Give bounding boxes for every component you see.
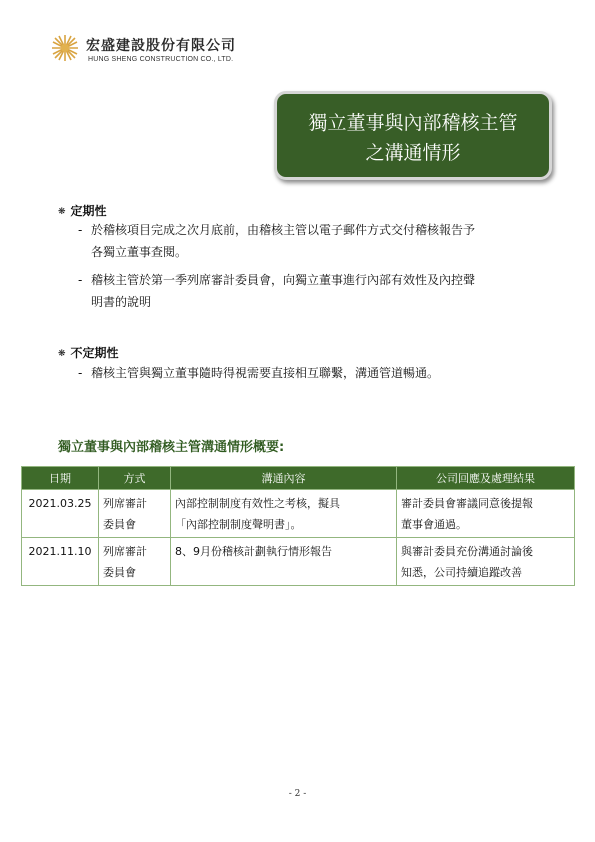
dash-bullet: - xyxy=(78,223,83,237)
cell-date: 2021.11.10 xyxy=(22,538,99,586)
table-row xyxy=(22,538,575,586)
page-title-line2: 之溝通情形 xyxy=(365,142,461,164)
page-title-box xyxy=(274,91,552,180)
col-header-content: 溝通內容 xyxy=(171,467,397,490)
dash-bullet: - xyxy=(78,273,83,287)
page-title-line1: 獨立董事與內部稽核主管 xyxy=(308,112,518,134)
dash-bullet: - xyxy=(78,366,83,380)
company-name-en: HUNG SHENG CONSTRUCTION CO., LTD. xyxy=(88,56,234,63)
table-header-row xyxy=(22,467,575,490)
table-title: 獨立董事與內部稽核主管溝通情形概要: xyxy=(58,440,285,455)
company-name-zh: 宏盛建設股份有限公司 xyxy=(86,38,236,54)
cell-date: 2021.03.25 xyxy=(22,490,99,538)
list-item: - 於稽核項目完成之次月底前，由稽核主管以電子郵件方式交付稽核報告予 各獨立董事查閱。 xyxy=(78,219,548,263)
asterism-bullet-icon: ❋ xyxy=(58,349,66,359)
section-heading-irregular: ❋ 不定期性 xyxy=(58,346,119,360)
cell-response: 與審計委員充份溝通討論後 知悉，公司持續追蹤改善 xyxy=(397,538,575,586)
cell-method: 列席審計 委員會 xyxy=(99,538,171,586)
cell-method: 列席審計 委員會 xyxy=(99,490,171,538)
sunburst-logo-icon xyxy=(50,33,80,63)
page-number: - 2 - xyxy=(288,789,307,799)
list-item: - 稽核主管於第一季列席審計委員會，向獨立董事進行內部有效性及內控聲 明書的說明 xyxy=(78,269,548,313)
col-header-method: 方式 xyxy=(99,467,171,490)
list-item: - 稽核主管與獨立董事隨時得視需要直接相互聯繫，溝通管道暢通。 xyxy=(78,362,548,384)
cell-response: 審計委員會審議同意後提報 董事會通過。 xyxy=(397,490,575,538)
col-header-date: 日期 xyxy=(22,467,99,490)
table-row xyxy=(22,490,575,538)
section-heading-periodic: ❋ 定期性 xyxy=(58,204,107,218)
cell-content: 內部控制制度有效性之考核，擬具 「內部控制制度聲明書」。 xyxy=(171,490,397,538)
communication-table xyxy=(21,466,575,586)
asterism-bullet-icon: ❋ xyxy=(58,207,66,217)
col-header-response: 公司回應及處理結果 xyxy=(397,467,575,490)
cell-content: 8、9月份稽核計劃執行情形報告 xyxy=(171,538,397,586)
